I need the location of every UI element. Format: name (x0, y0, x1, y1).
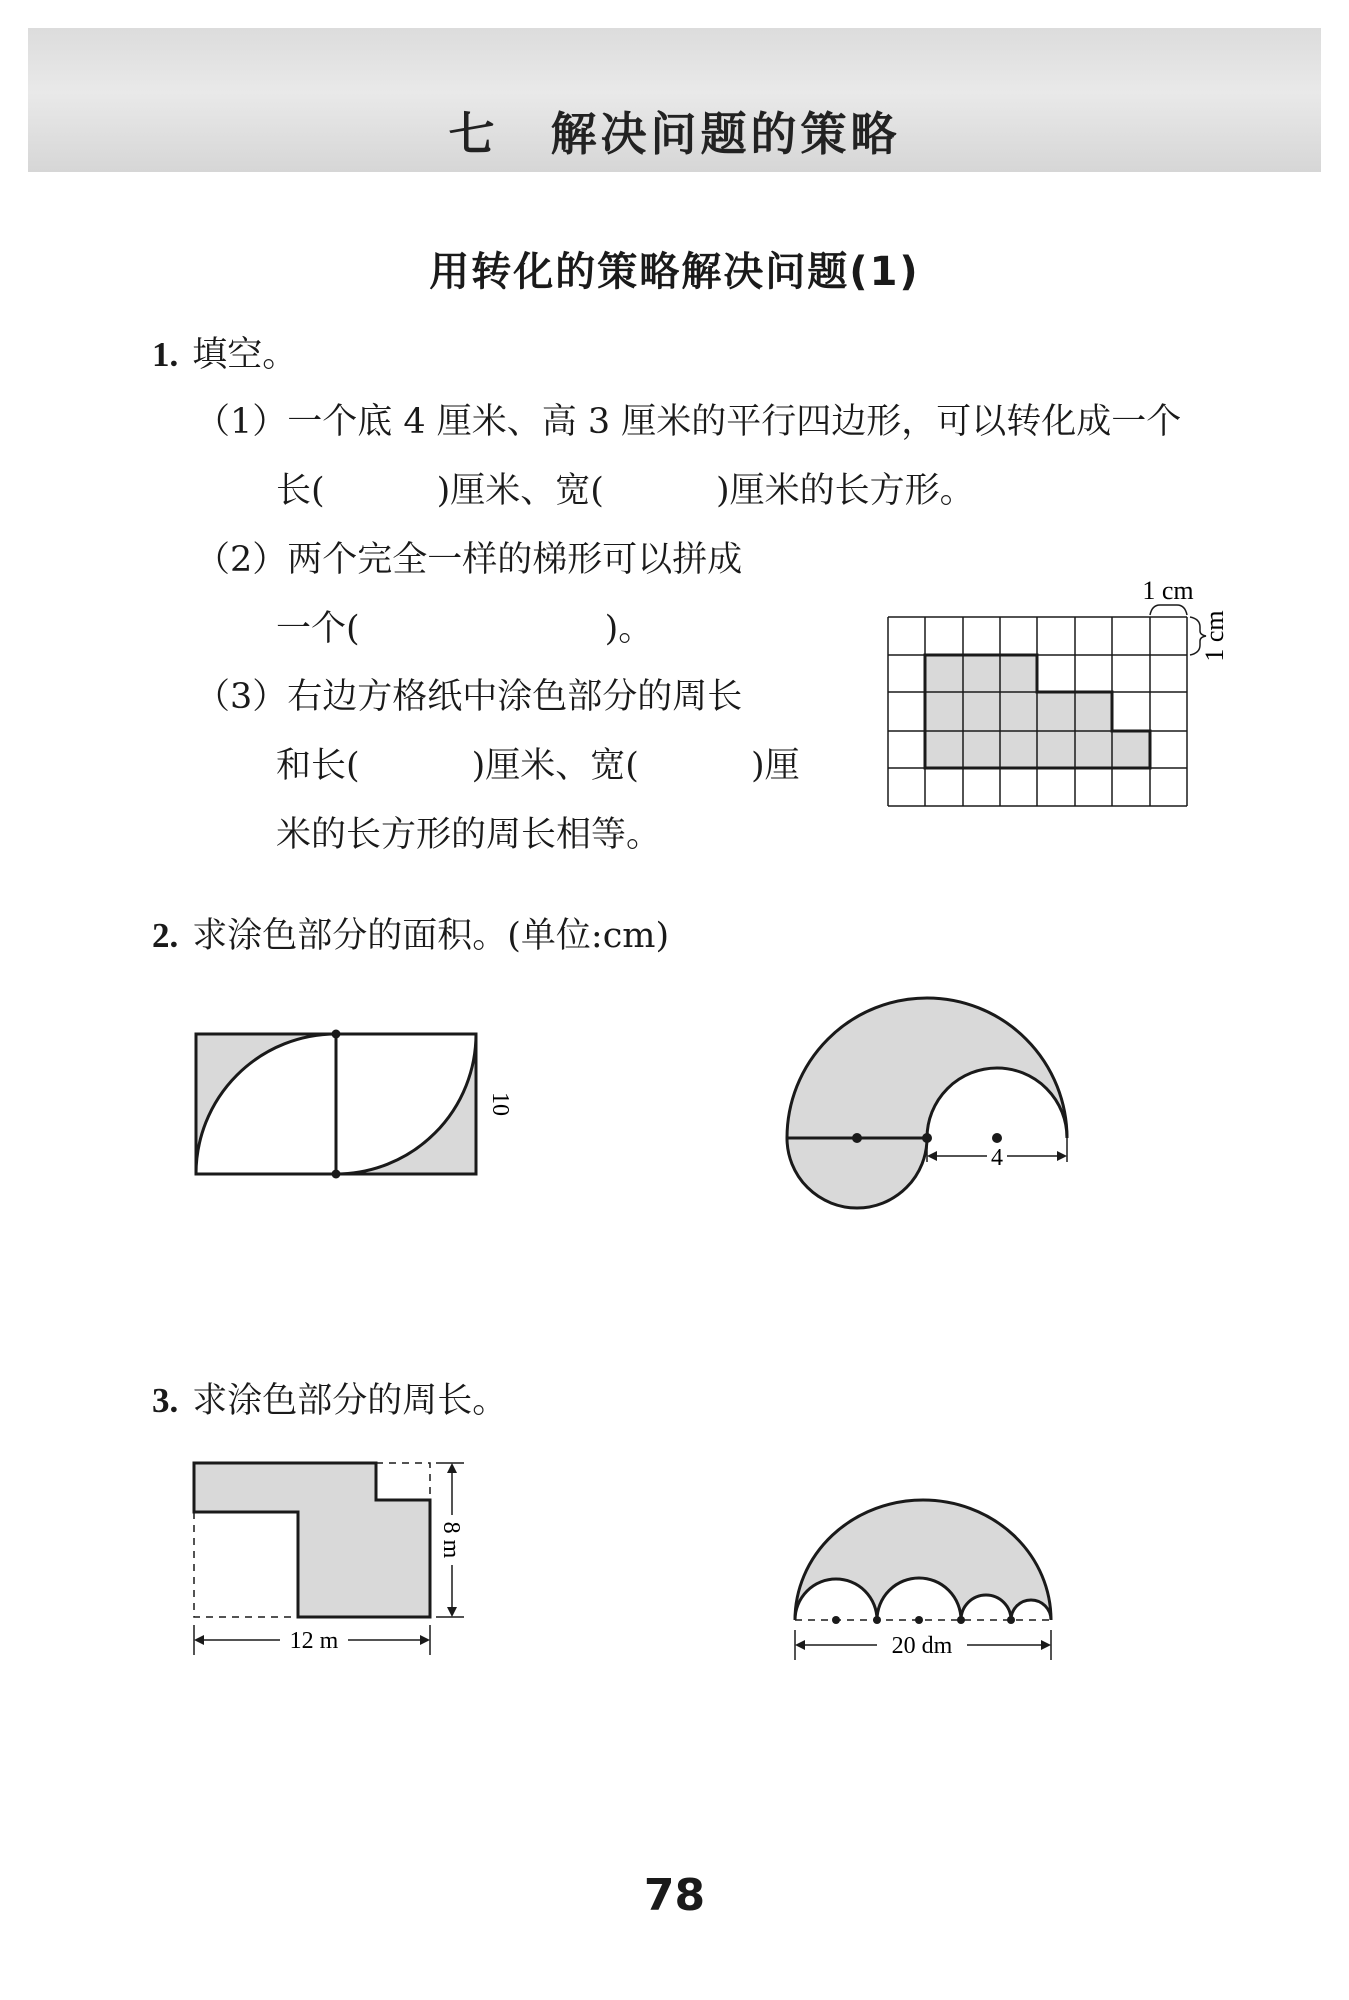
q1-item2-line2 (276, 609, 654, 649)
q1-item2-text-a: 一个( (276, 609, 360, 649)
q2a-label-10: 10 (487, 1092, 513, 1116)
chapter-number: 七 (448, 107, 499, 161)
q3a-arrow-right (420, 1635, 430, 1645)
q3b-arrow-right (1041, 1640, 1051, 1650)
q2b-center-dot (852, 1133, 862, 1143)
grid-top-brace (1150, 605, 1187, 615)
q2a-dot-top (332, 1030, 341, 1039)
q3a-label-width: 12 m (289, 1628, 339, 1654)
q2b-label-4: 4 (991, 1145, 1003, 1171)
q3a-arrow-left (194, 1635, 204, 1645)
q1-item1-text-b: )厘米、宽( (436, 471, 604, 511)
q2b-small-center-dot (992, 1133, 1002, 1143)
q1-item3-text-c: )厘 (750, 746, 800, 786)
q3b-label-width: 20 dm (891, 1633, 953, 1659)
grid-label-top: 1 cm (1142, 576, 1194, 605)
q3b-dot-3 (915, 1616, 923, 1624)
q2-prompt: 求涂色部分的面积。(单位:cm) (192, 916, 670, 956)
chapter-title (0, 98, 1349, 164)
q3-prompt: 求涂色部分的周长。 (192, 1381, 508, 1421)
q2a-dot-bottom (332, 1170, 341, 1179)
q3b-dot-5 (1007, 1616, 1015, 1624)
q1-item3-text-b: )厘米、宽( (471, 746, 639, 786)
q1-item3-line2 (276, 746, 800, 786)
q2a-shaded-right (336, 1034, 476, 1174)
q1-heading (152, 337, 297, 373)
q1-item1-line2 (276, 471, 975, 511)
q2a-shaded-left (196, 1034, 336, 1174)
q3b-dot-4 (957, 1616, 965, 1624)
q3a-dashed-corner (376, 1463, 430, 1500)
q3-figure-a (180, 1455, 500, 1675)
q2-heading (152, 918, 669, 954)
q2b-shaded-region (787, 998, 1067, 1208)
q3-figure-b (785, 1485, 1075, 1670)
page-number: 78 (643, 1870, 706, 1921)
q3b-arrow-left (795, 1640, 805, 1650)
grid-label-side: 1 cm (1200, 610, 1229, 662)
q3a-arrow-down (447, 1607, 457, 1617)
q1-item1-text-c: )厘米的长方形。 (715, 471, 975, 511)
q3b-dot-1 (832, 1616, 840, 1624)
q1-item1-text-a: 长( (276, 471, 325, 511)
q3b-dot-2 (873, 1616, 881, 1624)
q3a-arrow-up (447, 1463, 457, 1473)
section-title: 用转化的策略解决问题(1) (429, 249, 920, 295)
q3a-dashed-rect (194, 1512, 298, 1617)
q2b-arrow-left (927, 1151, 937, 1161)
q1-prompt: 填空。 (192, 335, 298, 375)
q1-item2-text-b: )。 (604, 609, 654, 649)
q1-item1-line1: （1）一个底 4 厘米、高 3 厘米的平行四边形，可以转化成一个 (195, 402, 1182, 442)
q2-figure-b (775, 990, 1085, 1230)
q3-number: 3. (152, 1381, 179, 1420)
q3-heading (152, 1383, 507, 1419)
q3a-label-height: 8 m (438, 1521, 464, 1559)
chapter-name: 解决问题的策略 (550, 107, 901, 161)
q2-number: 2. (152, 916, 179, 955)
q1-item3-line1: （3）右边方格纸中涂色部分的周长 (195, 677, 743, 717)
q2-figure-a (180, 1020, 520, 1200)
q1-number: 1. (152, 335, 179, 374)
q2b-arrow-right (1057, 1151, 1067, 1161)
q1-item3-line3: 米的长方形的周长相等。 (276, 815, 662, 855)
q1-item2-line1: （2）两个完全一样的梯形可以拼成 (195, 540, 743, 580)
q3a-shaded-shape (194, 1463, 430, 1617)
grid-figure (880, 575, 1240, 810)
q3b-shaded-region (795, 1500, 1051, 1620)
q1-item3-text-a: 和长( (276, 746, 360, 786)
